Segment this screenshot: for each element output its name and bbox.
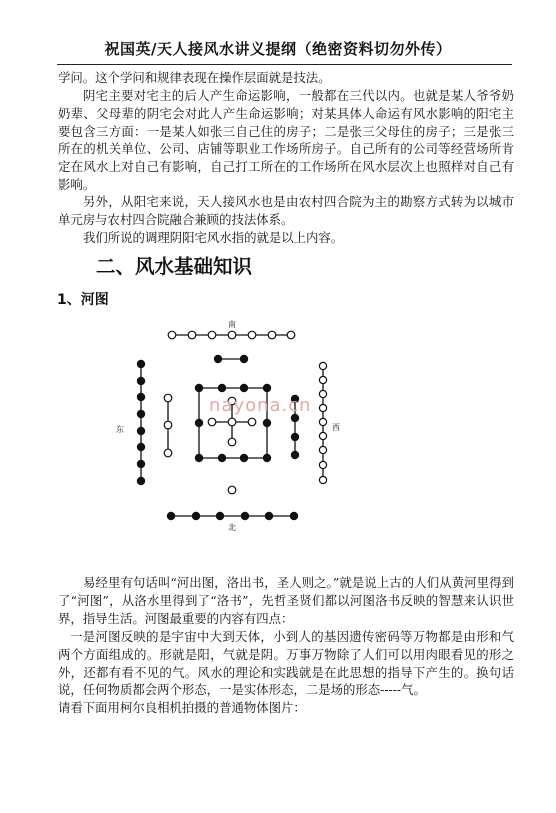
label-west: 西 — [332, 423, 340, 432]
west-nine-white-dots — [319, 362, 326, 483]
label-east: 东 — [116, 425, 124, 434]
watermark-text: nayona.cn — [209, 395, 312, 416]
paragraph-7: 请看下面用柯尔良相机拍摄的普通物体图片： — [58, 700, 306, 715]
paragraph-5: 易经里有句话叫“河出图，洛出书，圣人则之。”就是说上古的人们从黄河里得到了“河图”，从洛水里得到了“洛书”，先哲圣贤们都以河图洛书反映的智慧来认识世界，指导生活。河图最重要的内容有四点： — [58, 575, 514, 626]
paragraph-3: 另外，从阳宅来说，天人接风水也是由农村四合院为主的勘察方式转为以城市单元房与农村四合院融合兼顾的技法体系。 — [58, 194, 514, 227]
north-one-white-dot — [228, 486, 236, 494]
subsection-heading: 1、河图 — [57, 292, 109, 308]
paragraph-4: 我们所说的调理阴阳宅风水指的就是以上内容。 — [83, 230, 344, 245]
section-heading: 二、风水基础知识 — [96, 255, 253, 278]
document-header: 祝国英/天人接风水讲义提纲（绝密资料切勿外传） — [104, 40, 452, 58]
hetu-diagram — [0, 300, 556, 532]
label-south: 南 — [228, 320, 236, 329]
paragraph-1: 学问。这个学问和规律表现在操作层面就是技法。 — [58, 70, 331, 85]
header-rule — [57, 64, 512, 65]
paragraph-2: 阴宅主要对宅主的后人产生命运影响，一般都在三代以内。也就是某人爷爷奶奶辈、父母辈的阴宅会对此人产生命运影响；对某具体人命运有风水影响的阳宅主要包含三方面：一是某人如张三自己住的房子；二是张三父母住的房子；三是张三所在的机关单位、公司、店铺等职业工作场所房子。自己所有的公司等经营场所肯定在风水上对自己有影响，自己打工所在的工作场所在风水层次上也照样对自己有影响。 — [58, 88, 514, 192]
label-north: 北 — [228, 523, 236, 532]
paragraph-6: 一是河图反映的是宇宙中大到天体，小到人的基因遗传密码等万物都是由形和气两个方面组成的。形就是阳，气就是阴。万事万物除了人们可以用肉眼看见的形之外，还都有看不见的气。风水的理论和实践就是在此思想的指导下产生的。换句话说，任何物质都会两个形态，一是实体形态，二是场的形态-----气。 — [58, 629, 514, 698]
